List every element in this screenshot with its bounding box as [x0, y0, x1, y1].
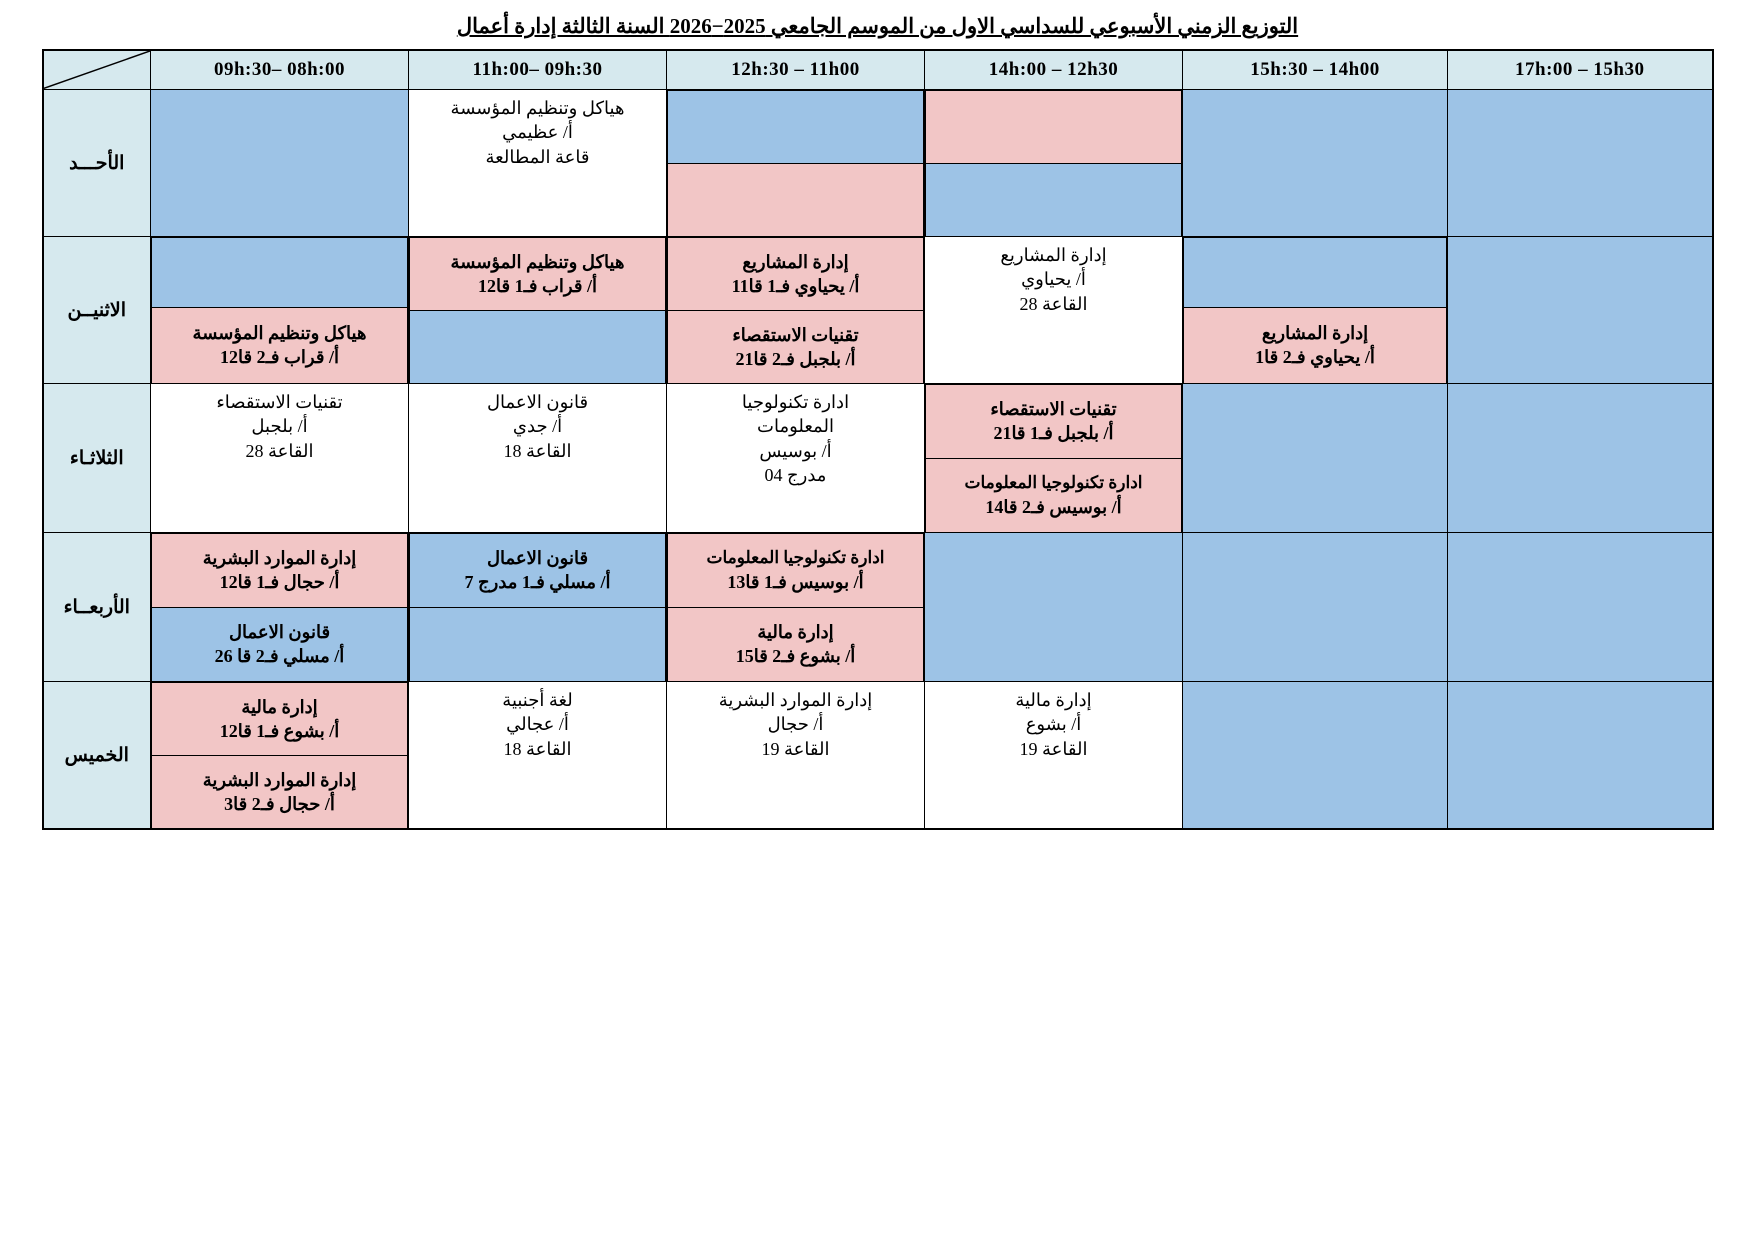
- cell-thu-4: [667, 682, 925, 830]
- course-teacher: أ/ بوسيس: [759, 440, 832, 461]
- course-name: إدارة المشاريع: [1000, 245, 1107, 265]
- day-label-thursday: الخميس: [43, 682, 151, 830]
- day-label-monday: الاثنيــن: [43, 237, 151, 384]
- course-teacher: أ/ بلجبل: [251, 416, 308, 437]
- cell-tue-2: [1183, 384, 1448, 533]
- cell-thu-1: [1448, 682, 1713, 830]
- cell-mon-3: [925, 237, 1183, 384]
- course-teacher-group: أ/ بلجبل فـ1 قا21: [993, 423, 1114, 444]
- timetable-row-tuesday: [43, 384, 1713, 533]
- cell-mon-2-top: [1184, 238, 1447, 308]
- cell-sun-5: [409, 90, 667, 237]
- diagonal-divider-icon: [44, 51, 151, 89]
- course-name: ادارة تكنولوجيا المعلومات: [706, 547, 885, 567]
- cell-mon-6-bottom: [152, 307, 408, 383]
- cell-sun-3-bottom: [926, 163, 1182, 236]
- course-teacher: أ/ عظيمي: [502, 122, 573, 143]
- cell-tue-6: [151, 384, 409, 533]
- cell-tue-1: [1448, 384, 1713, 533]
- timetable-row-sunday: [43, 90, 1713, 237]
- course-teacher-group: أ/ بشوع فـ2 قا15: [735, 646, 856, 667]
- course-teacher-group: أ/ بوسيس فـ1 قا13: [727, 571, 864, 592]
- cell-wed-5: [409, 533, 667, 682]
- cell-mon-2: [1183, 237, 1448, 384]
- timetable-header-row: [43, 50, 1713, 90]
- cell-wed-4: [667, 533, 925, 682]
- cell-mon-6-top: [152, 238, 408, 308]
- course-name: تقنيات الاستقصاء: [990, 399, 1117, 420]
- time-slot-header-6: 09h:30– 08h:00: [151, 50, 409, 90]
- timetable: [42, 49, 1714, 830]
- course-teacher: أ/ جدي: [512, 416, 563, 437]
- time-slot-header-3: 14h:00 – 12h30: [925, 50, 1183, 90]
- cell-wed-4-bottom: [668, 607, 924, 681]
- course-name: هياكل وتنظيم المؤسسة: [192, 323, 367, 344]
- cell-mon-1: [1448, 237, 1713, 384]
- course-teacher-group: أ/ يحياوي فـ1 قا11: [731, 275, 860, 296]
- cell-wed-5-bottom: [410, 607, 666, 681]
- course-name: إدارة المشاريع: [742, 251, 849, 272]
- cell-mon-4-bottom: [668, 310, 924, 383]
- cell-sun-4-top: [668, 91, 924, 164]
- cell-wed-2: [1183, 533, 1448, 682]
- time-slot-header-4: 12h:30 – 11h00: [667, 50, 925, 90]
- course-teacher-group: أ/ بشوع فـ1 قا12: [219, 720, 340, 741]
- timetable-row-monday: [43, 237, 1713, 384]
- course-name: تقنيات الاستقصاء: [732, 324, 859, 345]
- course-name: ادارة تكنولوجيا المعلومات: [964, 472, 1143, 492]
- course-room: القاعة 18: [503, 440, 572, 461]
- course-room: قاعة المطالعة: [485, 146, 590, 167]
- cell-thu-2: [1183, 682, 1448, 830]
- course-name: قانون الاعمال: [486, 392, 589, 412]
- time-slot-header-2: 15h:30 – 14h00: [1183, 50, 1448, 90]
- cell-mon-5-top: [410, 238, 666, 311]
- cell-tue-3: [925, 384, 1183, 533]
- cell-mon-6: [151, 237, 409, 384]
- course-name: إدارة مالية: [1015, 690, 1092, 710]
- cell-mon-2-bottom: [1184, 307, 1447, 383]
- course-teacher-group: أ/ حجال فـ2 قا3: [224, 793, 335, 814]
- course-name-line2: المعلومات: [757, 416, 834, 437]
- cell-sun-4: [667, 90, 925, 237]
- cell-wed-6-bottom: [152, 607, 408, 681]
- cell-wed-6-top: [152, 534, 408, 608]
- course-name: قانون الاعمال: [486, 548, 589, 569]
- cell-tue-4: [667, 384, 925, 533]
- course-name: إدارة مالية: [241, 696, 318, 717]
- course-teacher: أ/ بشوع: [1025, 714, 1082, 735]
- course-teacher: أ/ عجالي: [506, 714, 569, 735]
- timetable-row-wednesday: [43, 533, 1713, 682]
- cell-sun-4-bottom: [668, 163, 924, 236]
- course-teacher-group: أ/ مسلي فـ1 مدرج 7: [464, 572, 611, 593]
- time-slot-header-5: 11h:00– 09h:30: [409, 50, 667, 90]
- course-teacher-group: أ/ قراب فـ2 قا12: [220, 347, 339, 368]
- course-name: قانون الاعمال: [228, 622, 331, 643]
- cell-sun-6: [151, 90, 409, 237]
- course-name: لغة أجنبية: [502, 690, 573, 710]
- cell-sun-1: [1448, 90, 1713, 237]
- cell-sun-3: [925, 90, 1183, 237]
- cell-mon-5-bottom: [410, 310, 666, 383]
- timetable-row-thursday: [43, 682, 1713, 830]
- course-room: القاعة 18: [503, 738, 572, 759]
- time-slot-header-1: 17h:00 – 15h30: [1448, 50, 1713, 90]
- day-label-wednesday: الأربعــاء: [43, 533, 151, 682]
- course-name: إدارة الموارد البشرية: [718, 690, 873, 710]
- course-teacher: أ/ يحياوي: [1021, 269, 1086, 290]
- cell-mon-5: [409, 237, 667, 384]
- course-room: القاعة 19: [1019, 738, 1088, 759]
- cell-wed-4-top: [668, 534, 924, 608]
- cell-tue-3-top: [926, 385, 1182, 459]
- course-name: تقنيات الاستقصاء: [216, 392, 343, 412]
- course-name: إدارة الموارد البشرية: [202, 769, 357, 790]
- course-name: إدارة مالية: [757, 622, 834, 643]
- course-room: القاعة 28: [245, 440, 314, 461]
- cell-tue-5: [409, 384, 667, 533]
- cell-wed-6: [151, 533, 409, 682]
- cell-tue-3-bottom: [926, 458, 1182, 532]
- cell-mon-4-top: [668, 238, 924, 311]
- course-teacher-group: أ/ قراب فـ1 قا12: [478, 275, 597, 296]
- course-room: القاعة 28: [1019, 293, 1088, 314]
- course-room: مدرج 04: [764, 464, 827, 485]
- course-name: إدارة الموارد البشرية: [202, 548, 357, 569]
- course-name: هياكل وتنظيم المؤسسة: [450, 98, 625, 118]
- course-teacher-group: أ/ بلجبل فـ2 قا21: [735, 348, 856, 369]
- course-name-line1: ادارة تكنولوجيا: [741, 392, 850, 412]
- cell-wed-1: [1448, 533, 1713, 682]
- course-name: إدارة المشاريع: [1261, 323, 1369, 344]
- day-label-tuesday: الثلاثـاء: [43, 384, 151, 533]
- cell-thu-6-bottom: [152, 755, 408, 828]
- corner-cell: [43, 50, 151, 90]
- page-title-wrapper: [0, 0, 1755, 49]
- course-name: هياكل وتنظيم المؤسسة: [450, 251, 625, 272]
- course-teacher-group: أ/ حجال فـ1 قا12: [219, 572, 340, 593]
- cell-sun-2: [1183, 90, 1448, 237]
- cell-mon-4: [667, 237, 925, 384]
- cell-thu-6-top: [152, 683, 408, 756]
- course-teacher-group: أ/ مسلي فـ2 قا 26: [214, 646, 345, 667]
- course-teacher-group: أ/ بوسيس فـ2 قا14: [985, 496, 1122, 517]
- day-label-sunday: الأحـــد: [43, 90, 151, 237]
- course-teacher: أ/ حجال: [767, 714, 824, 735]
- cell-thu-5: [409, 682, 667, 830]
- page-title: التوزيع الزمني الأسبوعي للسداسي الاول من الموسم الجامعي 2025−2026 السنة الثالثة إدارة أعمال: [456, 14, 1299, 38]
- course-teacher-group: أ/ يحياوي فـ2 قا1: [1255, 347, 1375, 368]
- cell-thu-6: [151, 682, 409, 830]
- cell-wed-5-top: [410, 534, 666, 608]
- course-room: القاعة 19: [761, 738, 830, 759]
- cell-thu-3: [925, 682, 1183, 830]
- cell-wed-3: [925, 533, 1183, 682]
- cell-sun-3-top: [926, 91, 1182, 164]
